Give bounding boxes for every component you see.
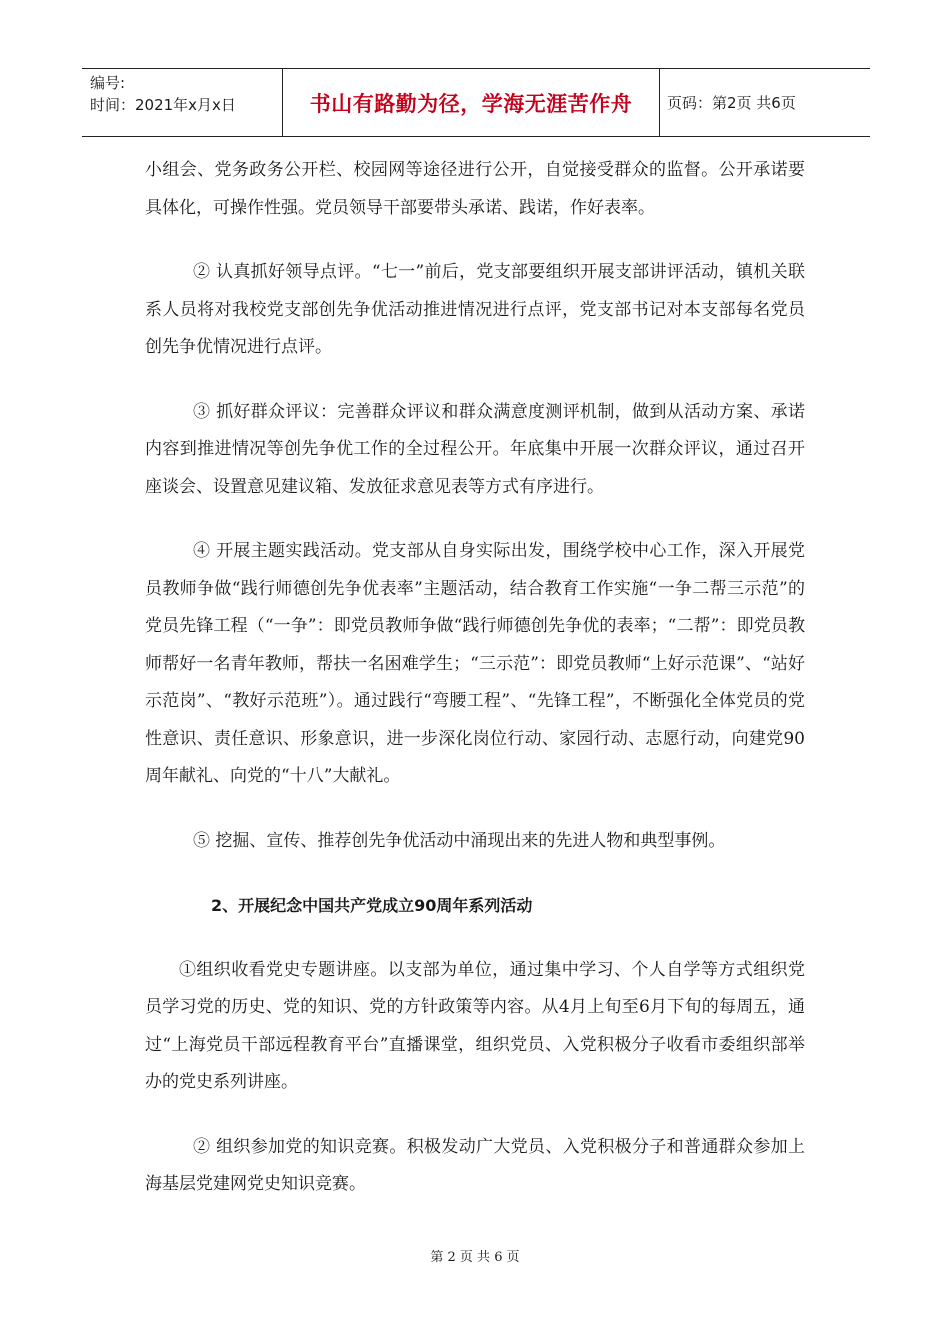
paragraph: ①组织收看党史专题讲座。以支部为单位，通过集中学习、个人自学等方式组织党员学习党的历史、党的知识、党的方针政策等内容。从4月上旬至6月下旬的每周五，通过“上海党员干部远程教育平台”直播课堂，组织党员、入党积极分子收看市委组织部举办的党史系列讲座。 <box>145 959 805 1092</box>
document-header <box>82 68 870 137</box>
paragraph: ③ 抓好群众评议：完善群众评议和群众满意度测评机制，做到从活动方案、承诺内容到推进情况等创先争优工作的全过程公开。年底集中开展一次群众评议，通过召开座谈会、设置意见建议箱、发放征求意见表等方式有序进行。 <box>145 401 805 497</box>
page-footer: 第 2 页 共 6 页 <box>430 1250 520 1265</box>
paragraph: 小组会、党务政务公开栏、校园网等途径进行公开，自觉接受群众的监督。公开承诺要具体化，可操作性强。党员领导干部要带头承诺、践诺，作好表率。 <box>145 160 805 218</box>
header-meta <box>82 69 282 136</box>
document-body <box>145 152 805 1204</box>
section-heading: 2、开展纪念中国共产党成立90周年系列活动 <box>211 896 533 915</box>
paragraph: ⑤ 挖掘、宣传、推荐创先争优活动中涌现出来的先进人物和典型事例。 <box>193 830 726 851</box>
number-label: 编号: <box>90 74 126 92</box>
paragraph: ② 组织参加党的知识竞赛。积极发动广大党员、入党积极分子和普通群众参加上海基层党建网党史知识竞赛。 <box>145 1136 805 1194</box>
time-label: 时间：2021年x月x日 <box>90 96 236 114</box>
header-motto: 书山有路勤为径，学海无涯苦作舟 <box>282 69 660 136</box>
paragraph: ② 认真抓好领导点评。“七一”前后，党支部要组织开展支部讲评活动，镇机关联系人员将对我校党支部创先争优活动推进情况进行点评，党支部书记对本支部每名党员创先争优情况进行点评。 <box>145 262 805 357</box>
paragraph: ④ 开展主题实践活动。党支部从自身实际出发，围绕学校中心工作，深入开展党员教师争做“践行师德创先争优表率”主题活动，结合教育工作实施“一争二帮三示范”的党员先锋工程（“一争”：即党员教师争做“践行师德创先争优的表率；“二帮”：即党员教师帮好一名青年教师，帮扶一名困难学生；“三示范”：即党员教师“上好示范课”、“站好示范岗”、“教好示范班”）。通过践行“弯腰工程”、“先锋工程”，不断强化全体党员的党性意识、责任意识、形象意识，进一步深化岗位行动、家园行动、志愿行动，向建党90周年献礼、向党的“十八”大献礼。 <box>145 541 805 786</box>
header-page-info: 页码：第2页 共6页 <box>667 94 796 112</box>
